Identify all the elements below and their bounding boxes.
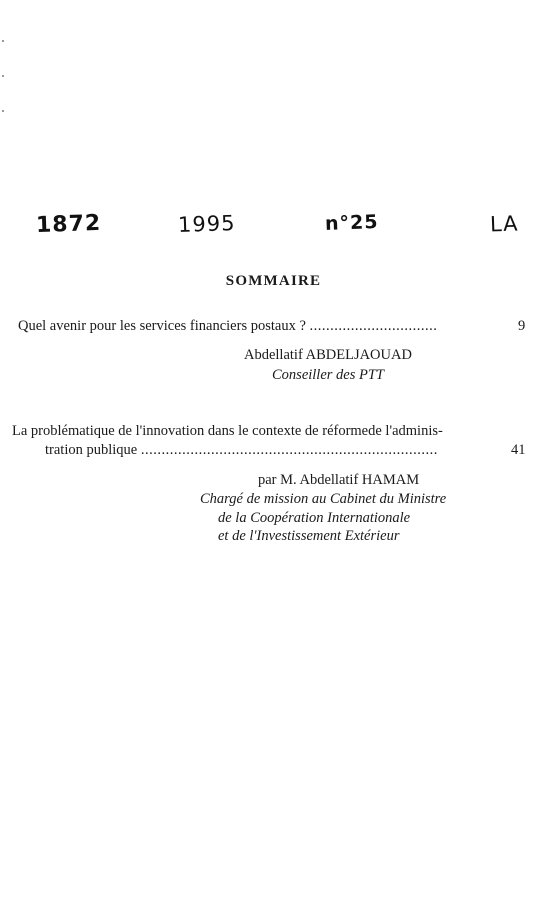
scan-speck — [2, 110, 4, 112]
toc-entry-2-author: par M. Abdellatif HAMAM — [258, 472, 420, 488]
toc-entry-1-author-role: Conseiller des PTT — [272, 367, 384, 383]
toc-entry-2-title-line-1: La problématique de l'innovation dans le contexte de réformede l'adminis- — [12, 423, 443, 439]
toc-entry-2-title-text: tration publique — [45, 442, 138, 458]
toc-entry-2-page-number: 41 — [511, 442, 526, 458]
toc-entry-1-author: Abdellatif ABDELJAOUAD — [244, 347, 412, 363]
handwritten-note-4: LA — [489, 211, 519, 237]
toc-entry-1-leader-dots: ............................... — [309, 318, 438, 334]
scan-speck — [2, 75, 4, 77]
toc-entry-2-author-role-line-1: Chargé de mission au Cabinet du Ministre — [200, 491, 447, 507]
page-title: SOMMAIRE — [225, 273, 322, 289]
scan-speck — [2, 40, 4, 42]
toc-entry-1-title — [18, 318, 529, 335]
toc-entry-1-page-number: 9 — [518, 318, 526, 334]
toc-entry-2-author-role-line-3: et de l'Investissement Extérieur — [218, 528, 400, 544]
toc-entry-2-title-line-2 — [45, 442, 438, 459]
handwritten-note-2: 1995 — [177, 211, 236, 237]
toc-entry-2-leader-dots: ........................................................................ — [140, 442, 438, 458]
handwritten-note-3: n°25 — [324, 211, 379, 235]
toc-entry-2-author-role-line-2: de la Coopération Internationale — [218, 510, 411, 526]
handwritten-note-1: 1872 — [35, 210, 102, 239]
toc-entry-1-title-text: Quel avenir pour les services financiers postaux ? — [18, 318, 306, 334]
